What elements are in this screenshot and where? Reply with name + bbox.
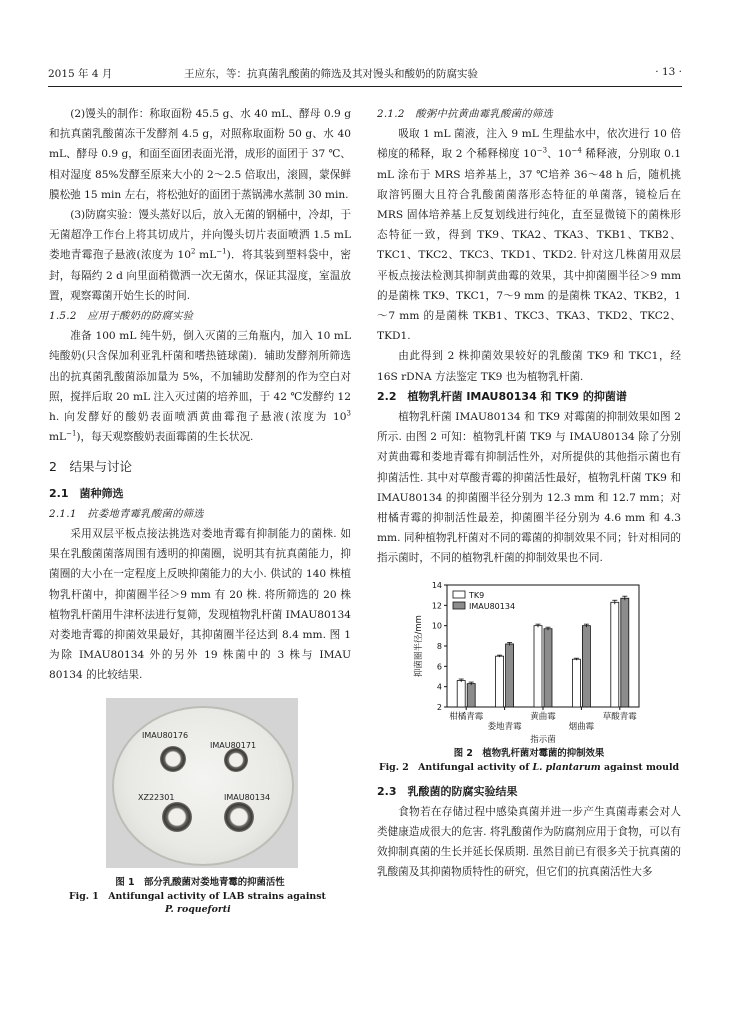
header-rule bbox=[48, 86, 682, 87]
y-tick-label: 10 bbox=[431, 621, 442, 631]
section-2-1-2: 2.1.2 酸粥中抗黄曲霉乳酸菌的筛选 bbox=[377, 108, 554, 120]
section-2-heading: 2 结果与讨论 bbox=[49, 459, 132, 475]
bar-tk9 bbox=[572, 659, 580, 707]
bar-tk9 bbox=[534, 625, 542, 706]
bar-tk9 bbox=[496, 656, 504, 707]
section-2-1: 2.1 菌种筛选 bbox=[49, 486, 124, 500]
right-column bbox=[377, 104, 681, 883]
x-axis-label: 指示菌 bbox=[530, 734, 556, 745]
bar-imau80134 bbox=[467, 683, 475, 706]
figure-2-caption-en: Fig. 2 Antifungal activity of L. plantarum against mould bbox=[378, 761, 680, 773]
paragraph-antifungal-spectrum: 植物乳杆菌 IMAU80134 和 TK9 对霉菌的抑制效果如图 2 所示. 由图 2 可知：植物乳杆菌 TK9 与 IMAU80134 除了分别对黄曲霉和娄地青霉有抑制活性外，对所提供的其他指示菌也有抑菌活性. 其中对草酸青霉的抑菌活性最好，植物乳杆菌 TK9 和 IMAU80134 的抑菌圈半径分别为 12.3 mm 和 12.7 mm；对柑橘青霉的抑制活性最差，抑菌圈半径分别为 4.6 mm 和 4.3 mm. 同种植物乳杆菌对不同的霉菌的抑制效果不同；针对相同的指示菌时，不同的植物乳杆菌的抑制效果也不同. bbox=[377, 411, 681, 565]
paragraph-preservation: 食物若在存储过程中感染真菌并进一步产生真菌毒素会对人类健康造成很大的危害. 将乳酸菌作为防腐剂应用于食物，可以有效抑制真菌的生长并延长保质期. 虽然目前已有很多关于抗真菌的乳酸菌及其抑菌物质特性的研究，但它们的抗真菌活性大多 bbox=[377, 805, 681, 879]
legend-label: IMAU80134 bbox=[469, 601, 516, 611]
plate-label: IMAU80171 bbox=[210, 740, 257, 750]
figure-1-caption-en-species: P. roqueforti bbox=[165, 903, 231, 915]
y-tick-label: 2 bbox=[436, 702, 442, 712]
bar-imau80134 bbox=[621, 598, 629, 707]
x-tick-label: 娄地青霉 bbox=[487, 721, 522, 732]
petri-dish bbox=[112, 706, 294, 866]
y-tick-label: 6 bbox=[436, 662, 442, 672]
y-tick-label: 14 bbox=[431, 580, 442, 590]
plate-label: XZ22301 bbox=[138, 792, 175, 802]
paragraph-steamed-bread-making: (2)馒头的制作：称取面粉 45.5 g、水 40 mL、酵母 0.9 g 和抗真菌乳酸菌冻干发酵剂 4.5 g，对照称取面粉 50 g、水 40 mL、酵母 0.9 g，和面至面团表面光滑，成形的面团于 37 ℃、相对湿度 85%发酵至原来大小的 2～2.5 倍取出，滚圆，蒙保鲜膜松弛 15 min 左右，将松弛好的面团于蒸锅沸水蒸制 30 min. bbox=[49, 108, 351, 201]
section-2-2: 2.2 植物乳杆菌 IMAU80134 和 TK9 的抑菌谱 bbox=[377, 389, 627, 403]
running-title: 王应东，等：抗真菌乳酸菌的筛选及其对馒头和酸奶的防腐实验 bbox=[184, 68, 478, 80]
plate-label: IMAU80134 bbox=[224, 792, 271, 802]
x-tick-label: 柑橘青霉 bbox=[449, 711, 484, 722]
legend-swatch bbox=[453, 591, 465, 598]
plate-label: IMAU80176 bbox=[142, 730, 189, 740]
paragraph-screening: 采用双层平板点接法挑选对娄地青霉有抑制能力的菌株. 如果在乳酸菌菌落周围有透明的抑菌圈，说明其有抗真菌能力，抑菌圈的大小在一定程度上反映抑菌能力的大小. 供试的 140 株植物乳杆菌中，抑菌圈半径＞9 mm 有 20 株. 将所筛选的 20 株植物乳杆菌用牛津杯法进行复筛，发现植物乳杆菌 IMAU80134 对娄地青霉的抑菌效果最好，其抑菌圈半径达到 8.4 mm. 图 1 为除 IMAU80134 外的另外 19 株菌中的 3 株与 IMAU 80134 的比较结果. bbox=[49, 528, 351, 682]
legend-swatch bbox=[453, 602, 465, 609]
bar-imau80134 bbox=[544, 628, 552, 706]
x-tick-label: 烟曲霉 bbox=[568, 721, 595, 732]
paragraph-aflatoxin-screen: 吸取 1 mL 菌液，注入 9 mL 生理盐水中，依次进行 10 倍梯度的稀释，取 2 个稀释梯度 $10^{-3}$、$10^{-4}$ 稀释液，分别取 0.1 mL 涂布于 MRS 培养基上，37 ℃培养 36～48 h 后，随机挑取溶钙圈大且符合乳酸菌菌落形态特征的单菌落，镜检后在 MRS 固体培养基上反复划线进行纯化，直至显微镜下的菌株形态特征一致，得到 TK9、TKA2、TKA3、TKB1、TKB2、TKC1、TKC2、TKC3、TKD1、TKD2. 针对这几株菌用双层平板点接法检测其抑制黄曲霉的效果，其中抑菌圈半径＞9 mm 的是菌株 TK9、TKC1，7～9 mm 的是菌株 TKA2、TKB2，1～7 mm 的是菌株 TKB1、TKC3、TKA3、TKD2、TKC2、TKD1. bbox=[377, 128, 681, 343]
left-column bbox=[49, 104, 351, 916]
legend-label: TK9 bbox=[469, 590, 485, 600]
y-tick-label: 4 bbox=[436, 682, 442, 692]
paragraph-yogurt: 准备 100 mL 纯牛奶，倒入灭菌的三角瓶内，加入 10 mL 纯酸奶(只含保加利亚乳杆菌和嗜热链球菌)．辅助发酵剂所筛选出的抗真菌乳酸菌添加量为 5%，不加辅助发酵剂的作为空白对照，搅拌后取 20 mL 注入灭过菌的培养皿，于 42 ℃发酵约 12 h. 向发酵好的酸奶表面喷洒黄曲霉孢子悬液(浓度为 $10^3$ $mL^{-1}$)，每天观察酸奶表面霉菌的生长状况. bbox=[49, 330, 351, 444]
issue-date: 2015 年 4 月 bbox=[48, 68, 113, 80]
bar-tk9 bbox=[457, 680, 465, 706]
y-axis-label: 抑菌圈半径/mm bbox=[414, 614, 424, 677]
petri-dish-photo bbox=[106, 698, 298, 868]
paragraph-tk9-result: 由此得到 2 株抑菌效果较好的乳酸菌 TK9 和 TKC1，经 16S rDNA 方法鉴定 TK9 也为植物乳杆菌. bbox=[377, 350, 681, 383]
figure-2-chart bbox=[377, 577, 681, 747]
paragraph-antiseptic-test: (3)防腐实验：馒头蒸好以后，放入无菌的钢桶中，冷却，于无菌超净工作台上将其切成片，并向馒头切片表面喷洒 1.5 mL 娄地青霉孢子悬液(浓度为 $10^2$ $mL^{-1}$)．将其装到塑料袋中，密封，每隔约 2 d 向里面稍微洒一次无菌水，保证其湿度，室温放置，观察霉菌开始生长的时间. bbox=[49, 209, 351, 302]
x-tick-label: 草酸青霉 bbox=[602, 711, 637, 722]
y-tick-label: 12 bbox=[431, 601, 442, 611]
figure-1-caption-cn: 图 1 部分乳酸菌对娄地青霉的抑菌活性 bbox=[115, 876, 285, 888]
running-header bbox=[48, 62, 682, 82]
x-tick-label: 黄曲霉 bbox=[530, 711, 556, 722]
figure-1-caption-en: Fig. 1 Antifungal activity of LAB strains against bbox=[69, 890, 326, 902]
colony-imau80176 bbox=[160, 746, 186, 772]
bar-imau80134 bbox=[506, 644, 514, 707]
y-tick-label: 8 bbox=[436, 641, 442, 651]
section-2-1-1: 2.1.1 抗娄地青霉乳酸菌的筛选 bbox=[49, 507, 204, 520]
bar-chart bbox=[377, 577, 681, 747]
page-number: · 13 · bbox=[655, 66, 682, 78]
figure-2-caption-cn: 图 2 植物乳杆菌对霉菌的抑制效果 bbox=[453, 747, 605, 759]
bar-tk9 bbox=[611, 602, 619, 707]
section-2-3: 2.3 乳酸菌的防腐实验结果 bbox=[377, 784, 518, 798]
section-1-5-2: 1.5.2 应用于酸奶的防腐实验 bbox=[49, 310, 194, 323]
bar-imau80134 bbox=[582, 625, 590, 706]
